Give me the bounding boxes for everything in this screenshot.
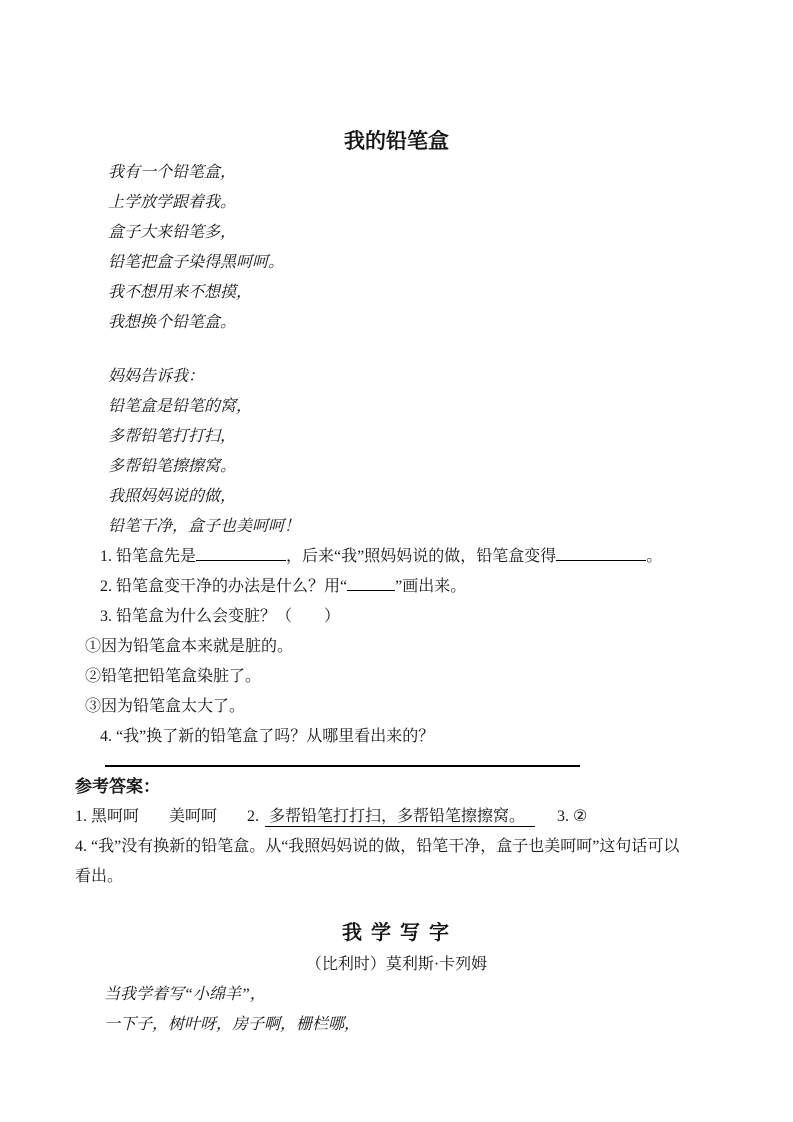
poem-line: 盒子大来铅笔多， [108, 224, 237, 241]
author-line: （比利时）莫利斯·卡列姆 [305, 956, 488, 973]
question-3-option-1: ①因为铅笔盒本来就是脏的。 [85, 638, 294, 655]
answer-1: 1. 黑呵呵 [75, 808, 140, 825]
poem2-stanza [104, 980, 793, 1040]
poem-line: 多帮铅笔打打扫， [108, 428, 237, 445]
questions-block [0, 542, 793, 752]
answer-line-3: 看出。 [75, 868, 124, 885]
answer-2-underlined: 多帮铅笔打打扫，多帮铅笔擦擦窝。 [265, 808, 535, 827]
question-3: 3. 铅笔盒为什么会变脏？（ ） [100, 608, 341, 625]
fill-in-blank [347, 590, 395, 591]
question-1 [100, 542, 793, 572]
poem-title: 我的铅笔盒 [344, 130, 449, 153]
fill-in-blank [556, 560, 646, 561]
question-1-text: ，后来“我”照妈妈说的做，铅笔盒变得 [286, 548, 557, 565]
poem-line: 我有一个铅笔盒， [108, 164, 237, 181]
poem-line: 我照妈妈说的做， [108, 488, 237, 505]
poem-line: 铅笔干净，盒子也美呵呵！ [108, 518, 301, 535]
question-4: 4. “我”换了新的铅笔盒了吗？从哪里看出来的？ [100, 728, 435, 745]
section2-title: 我 学 写 字 [342, 922, 451, 944]
answer-line-1 [75, 802, 793, 832]
poem-line: 铅笔盒是铅笔的窝， [108, 398, 253, 415]
poem-line: 上学放学跟着我。 [108, 194, 237, 211]
question-2-text: ”画出来。 [395, 578, 467, 595]
poem-stanza-1 [108, 158, 793, 338]
poem-line: 我想换个铅笔盒。 [108, 314, 237, 331]
question-1-text: 1. 铅笔盒先是 [100, 548, 197, 565]
poem-stanza-2 [108, 362, 793, 542]
question-2-text: 2. 铅笔盒变干净的办法是什么？用“ [100, 578, 348, 595]
poem-line: 多帮铅笔擦擦窝。 [108, 458, 237, 475]
poem-line: 我不想用来不想摸， [108, 284, 253, 301]
poem-line: 一下子，树叶呀，房子啊，栅栏哪， [104, 1016, 361, 1033]
question-3-option-3: ③因为铅笔盒太大了。 [85, 698, 246, 715]
answers-section [75, 772, 793, 892]
question-2 [100, 572, 793, 602]
poem-line: 妈妈告诉我： [108, 368, 205, 385]
question-3-option-2: ②铅笔把铅笔盒染脏了。 [85, 668, 262, 685]
fill-in-blank [196, 560, 286, 561]
answer-1b: 美呵呵 [169, 808, 218, 825]
separator-line [105, 765, 580, 767]
answer-line-2: 4. “我”没有换新的铅笔盒。从“我照妈妈说的做，铅笔干净，盒子也美呵呵”这句话可以 [75, 838, 680, 855]
answers-heading: 参考答案： [75, 777, 160, 796]
answer-2-label: 2. [247, 808, 260, 825]
poem-line: 铅笔把盒子染得黑呵呵。 [108, 254, 285, 271]
question-1-text: 。 [646, 548, 663, 565]
poem-line: 当我学着写“小绵羊”， [104, 986, 266, 1003]
answer-3: 3. ② [557, 808, 588, 825]
